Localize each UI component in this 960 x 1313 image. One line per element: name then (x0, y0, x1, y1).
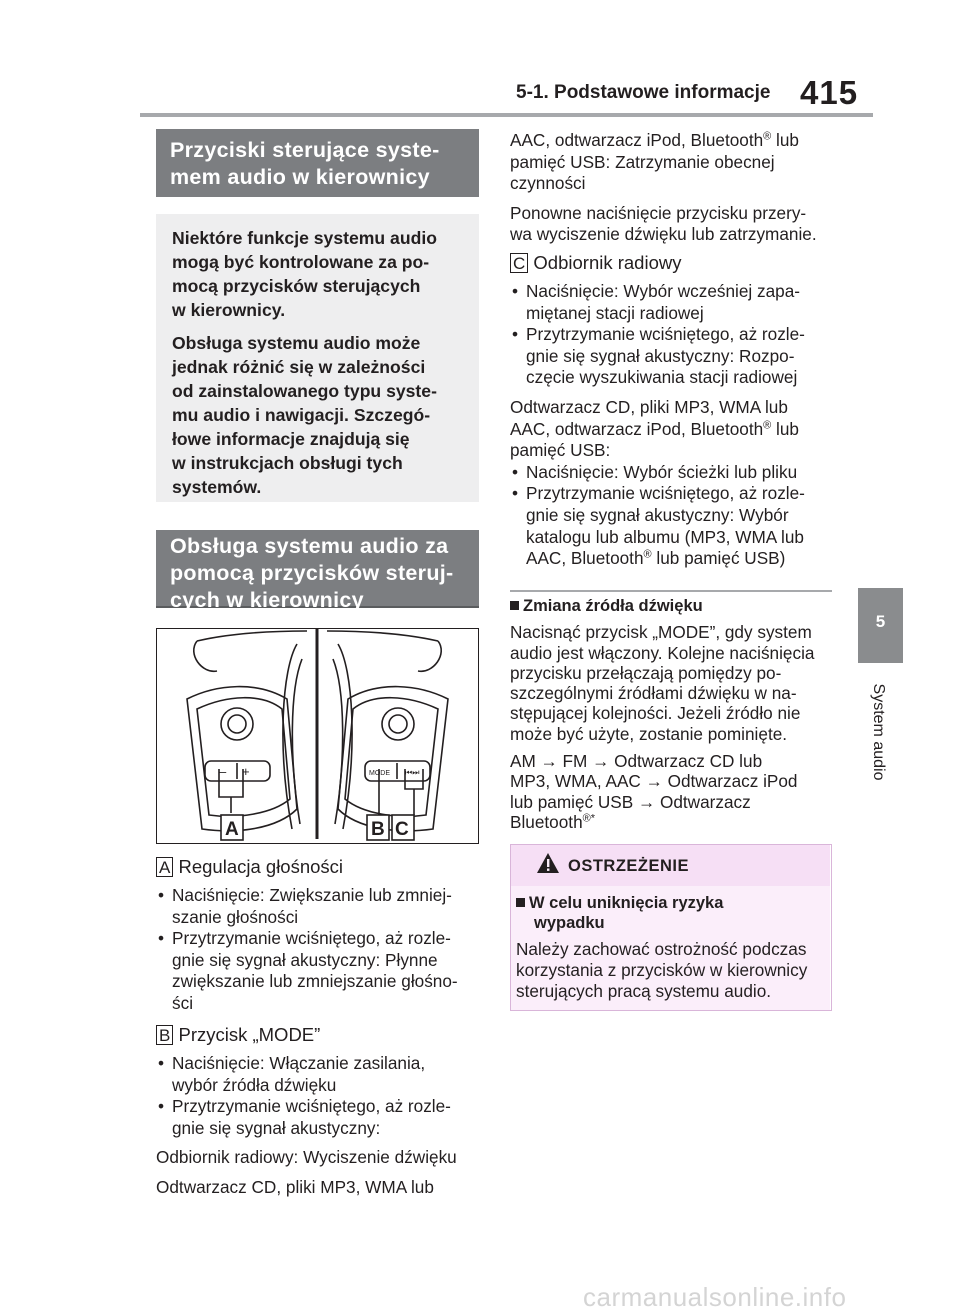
item-a-title: Regulacja głośności (178, 856, 344, 877)
item-c-bullet-1: • Naciśnięcie: Wybór wcześniej zapa- miętanej stacji radiowej (510, 281, 835, 324)
item-c-bullet-3: • Naciśnięcie: Wybór ścieżki lub pliku (510, 462, 835, 484)
warning-title: OSTRZEŻENIE (568, 857, 690, 875)
intro-paragraph-1: Niektóre funkcje systemu audio mogą być kontrolowane za po- mocą przycisków sterujących w kierownicy. (172, 228, 437, 320)
section-heading-1: Przyciski sterujące syste- mem audio w kierownicy (156, 129, 479, 197)
item-c-cd-intro: Odtwarzacz CD, pliki MP3, WMA lub AAC, odtwarzacz iPod, Bluetooth® lub pamięć USB: (510, 396, 799, 461)
item-c (510, 251, 835, 570)
item-b-bullet-2: • Przytrzymanie wciśniętego, aż rozle- gnie się sygnał akustyczny: (156, 1096, 481, 1139)
continued-text: AAC, odtwarzacz iPod, Bluetooth® lub pamięć USB: Zatrzymanie obecnej czynności Ponowne naciśnięcie przycisku przery- wa wyciszenie dźwięku lub zatrzymanie. (510, 130, 835, 246)
continued-para-2: Ponowne naciśnięcie przycisku przery- wa wyciszenie dźwięku lub zatrzymanie. (510, 202, 817, 245)
item-a-bullet-1: • Naciśnięcie: Zwiększanie lub zmniej- szanie głośności (156, 885, 481, 928)
item-c-bullet-2: • Przytrzymanie wciśniętego, aż rozle- gnie się sygnał akustyczny: Rozpo- częcie wyszukiwania stacji radiowej (510, 324, 835, 389)
source-change-heading: Zmiana źródła dźwięku (510, 596, 835, 616)
warning-triangle-icon (536, 852, 560, 874)
chapter-tab: 5 (858, 588, 903, 663)
source-change-text: Nacisnąć przycisk „MODE”, gdy system audio jest włączony. Kolejne naciśnięcia przycisku przełączają pomiędzy po- szczególnymi źródłami dźwięku w na- stępującej kolejności. Jeżeli źródło nie może być użyte, zostanie pominięte. (510, 622, 815, 744)
item-c-title: Odbiornik radiowy (533, 252, 682, 273)
steering-wheel-illustration (156, 628, 479, 844)
item-b-radio: Odbiornik radiowy: Wyciszenie dźwięku (156, 1147, 457, 1168)
intro-paragraph-2: Obsługa systemu audio może jednak różnić się w zależności od zainstalowanego typu syste- mu audio i nawigacji. Szczegó- łowe informacje znajdują się w instrukcjach obsługi tych systemów. (172, 333, 437, 497)
page-number: 415 (800, 74, 859, 111)
warning-subheading: W celu uniknięcia ryzyka wypadku (516, 893, 826, 933)
seek-icon: ⏮⏭ (405, 768, 420, 777)
square-bullet-icon (510, 601, 519, 610)
callout-c: C (395, 819, 409, 840)
item-b-title: Przycisk „MODE” (178, 1024, 321, 1045)
letter-c: C (510, 253, 528, 273)
steering-wheel-drawing (157, 629, 478, 843)
item-c-bullet-4: • Przytrzymanie wciśniętego, aż rozle- gnie się sygnał akustyczny: Wybór katalogu lub albumu (MP3, WMA lub AAC, Bluetooth® lub pamięć USB) (510, 483, 835, 569)
item-b (156, 1023, 481, 1199)
header-rule (140, 113, 873, 117)
letter-a: A (156, 857, 173, 877)
section-heading-2: Obsługa systemu audio za pomocą przycisków steruj- cych w kierownicy (156, 530, 479, 608)
item-a-title-line (156, 855, 481, 879)
callout-a: A (225, 819, 239, 840)
source-sequence: AM → FM → Odtwarzacz CD lub MP3, WMA, AAC → Odtwarzacz iPod lub pamięć USB → Odtwarzacz Bluetooth®* (510, 751, 798, 832)
intro-note (156, 214, 479, 502)
section-divider (510, 590, 832, 592)
mode-label: MODE (369, 770, 390, 777)
watermark: carmanualsonline.info (583, 1282, 847, 1312)
warning-content (516, 893, 826, 1002)
item-b-bullet-1: • Naciśnięcie: Włączanie zasilania, wybór źródła dźwięku (156, 1053, 481, 1096)
item-b-title-line (156, 1023, 481, 1047)
letter-b: B (156, 1025, 173, 1045)
square-bullet-icon (516, 898, 525, 907)
source-change-section (510, 596, 835, 832)
plus-label: + (242, 764, 250, 779)
warning-text: Należy zachować ostrożność podczas korzystania z przycisków w kierownicy sterujących pracą systemu audio. (516, 939, 808, 1001)
callout-b: B (371, 819, 385, 840)
item-c-title-line (510, 251, 835, 275)
item-a-bullet-2: • Przytrzymanie wciśniętego, aż rozle- gnie się sygnał akustyczny: Płynne zwiększanie lub zmniejszanie głośno- ści (156, 928, 481, 1014)
section-title: 5-1. Podstawowe informacje (516, 82, 771, 103)
item-a (156, 855, 481, 1015)
item-b-cd: Odtwarzacz CD, pliki MP3, WMA lub (156, 1176, 434, 1197)
chapter-title: System audio (870, 683, 887, 781)
minus-label: – (219, 764, 227, 779)
